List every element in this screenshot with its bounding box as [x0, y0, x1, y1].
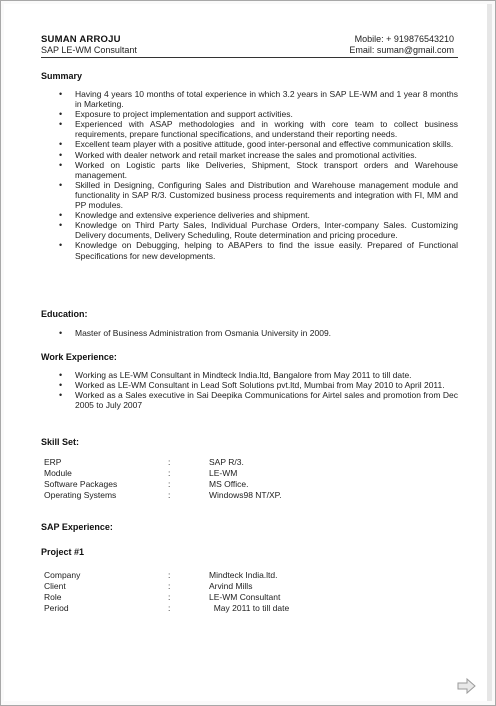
work-experience-list: [41, 370, 458, 410]
summary-item: • Knowledge on Third Party Sales, Individual Purchase Orders, Inter-company Sales. Customizing Delivery documents, Delivery Scheduling, Route determination and pricing procedure.: [75, 220, 458, 240]
candidate-title: SAP LE-WM Consultant: [41, 45, 137, 55]
header-divider: [41, 57, 458, 58]
skill-separator: :: [168, 490, 171, 500]
skill-key: Software Packages: [44, 479, 118, 489]
education-list: [41, 328, 458, 338]
resume-page: [4, 4, 492, 701]
skill-row: [41, 479, 341, 490]
skill-value: SAP R/3.: [209, 457, 244, 467]
summary-item: • Experienced with ASAP methodologies and in working with core team to collect business requirements, prepare functional specifications, and understand their reporting needs.: [75, 119, 458, 139]
summary-item: • Knowledge on Debugging, helping to ABAPers to find the issue easily. Prepared of Functional Specifications for new developments.: [75, 240, 458, 260]
education-item: • Master of Business Administration from Osmania University in 2009.: [75, 328, 458, 338]
project-row: [41, 592, 341, 603]
skill-separator: :: [168, 457, 171, 467]
project-value: Mindteck India.ltd.: [209, 570, 278, 580]
skill-value: MS Office.: [209, 479, 249, 489]
skill-key: Operating Systems: [44, 490, 117, 500]
project-row: [41, 570, 341, 581]
project-separator: :: [168, 603, 171, 613]
summary-heading: Summary: [41, 71, 83, 81]
project-separator: :: [168, 581, 171, 591]
summary-item: • Excellent team player with a positive attitude, good inter-personal and effective communication skills.: [75, 139, 458, 149]
skill-row: [41, 457, 341, 468]
sap-experience-heading: SAP Experience:: [41, 522, 113, 532]
summary-item: • Knowledge and extensive experience deliveries and shipment.: [75, 210, 458, 220]
skill-key: Module: [44, 468, 72, 478]
project-separator: :: [168, 570, 171, 580]
project-value: LE-WM Consultant: [209, 592, 281, 602]
skill-set-heading: Skill Set:: [41, 437, 80, 447]
contact-email: Email: suman@gmail.com: [349, 45, 454, 55]
project-key: Client: [44, 581, 66, 591]
skill-separator: :: [168, 468, 171, 478]
work-experience-item: • Worked as a Sales executive in Sai Deepika Communications for Airtel sales and promotion from Dec 2005 to July 2007: [75, 390, 458, 410]
work-experience-item: • Working as LE-WM Consultant in Mindteck India.ltd, Bangalore from May 2011 to till date.: [75, 370, 458, 380]
project-row: [41, 603, 341, 614]
skill-row: [41, 490, 341, 501]
work-experience-item: • Worked as LE-WM Consultant in Lead Soft Solutions pvt.ltd, Mumbai from May 2010 to April 2011.: [75, 380, 458, 390]
skill-separator: :: [168, 479, 171, 489]
skill-value: Windows98 NT/XP.: [209, 490, 282, 500]
summary-item: • Having 4 years 10 months of total experience in which 3.2 years in SAP LE-WM and 1 year 8 months in Marketing.: [75, 89, 458, 109]
work-experience-heading: Work Experience:: [41, 352, 117, 362]
skill-value: LE-WM: [209, 468, 238, 478]
summary-item: • Worked with dealer network and retail market increase the sales and promotional activities.: [75, 150, 458, 160]
project-heading: Project #1: [41, 547, 85, 557]
contact-mobile: Mobile: + 919876543210: [354, 34, 454, 44]
summary-item: • Worked on Logistic parts like Deliveries, Shipment, Stock transport orders and Warehouse management.: [75, 160, 458, 180]
summary-list: [41, 89, 458, 261]
summary-item: • Skilled in Designing, Configuring Sales and Distribution and Warehouse management module and functionality in SAP R/3. Customized business process requirements and integration with FI, MM and PP modules.: [75, 180, 458, 210]
education-heading: Education:: [41, 309, 88, 319]
skill-row: [41, 468, 341, 479]
project-value: May 2011 to till date: [209, 603, 290, 613]
project-key: Company: [44, 570, 81, 580]
project-separator: :: [168, 592, 171, 602]
candidate-name: SUMAN ARROJU: [41, 34, 121, 45]
skill-key: ERP: [44, 457, 62, 467]
summary-item: • Exposure to project implementation and support activities.: [75, 109, 458, 119]
project-value: Arvind Mills: [209, 581, 253, 591]
project-row: [41, 581, 341, 592]
next-arrow-icon[interactable]: [457, 677, 477, 695]
project-key: Role: [44, 592, 62, 602]
project-key: Period: [44, 603, 69, 613]
